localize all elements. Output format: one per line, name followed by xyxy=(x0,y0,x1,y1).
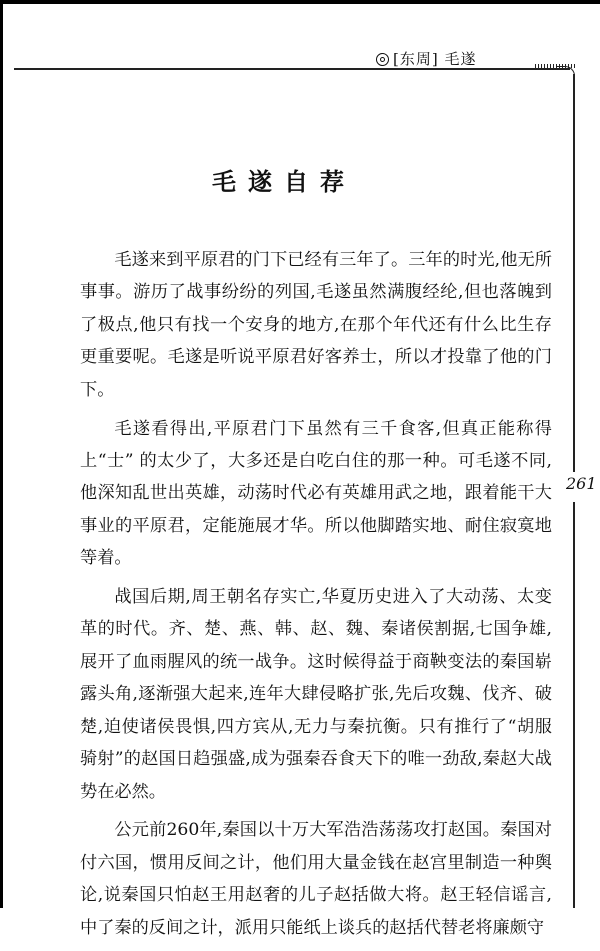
paragraph: 毛遂看得出,平原君门下虽然有三千食客,但真正能称得上“士” 的太少了，大多还是白吃白住的那一种。可毛遂不同,他深知乱世出英雄，动荡时代必有英雄用武之地，跟着能干大事业的平原君，定能施展才华。所以他脚踏实地、耐住寂寞地等着。 xyxy=(80,418,552,569)
header-rule xyxy=(14,68,570,70)
side-rule-lower xyxy=(573,502,575,908)
side-rule-upper xyxy=(573,74,575,472)
circle-ornament-icon xyxy=(376,53,389,66)
running-header-text xyxy=(376,48,476,69)
paragraph: 战国后期,周王朝名存实亡,华夏历史进入了大动荡、太变革的时代。齐、楚、燕、韩、赵、魏、秦诸侯割据,七国争雄,展开了血雨腥风的统一战争。这时候得益于商鞅变法的秦国崭露头角,逐渐强大起来,连年大肆侵略扩张,先后攻魏、伐齐、破楚,迫使诸侯畏惧,四方宾从,无力与秦抗衡。只有推行了“胡服骑射”的赵国日趋强盛,成为强秦吞食天下的唯一劲敌,秦赵大战势在必然。 xyxy=(80,587,552,802)
page-number: 261 xyxy=(566,474,597,493)
chapter-title: 毛遂自荐 xyxy=(212,167,356,196)
paragraph: 毛遂来到平原君的门下已经有三年了。三年的时光,他无所事事。游历了战事纷纷的列国,毛遂虽然满腹经纶,但也落魄到了极点,他只有找一个安身的地方,在那个年代还有什么比生存更重要呢。毛遂是听说平原君好客养士，所以才投靠了他的门下。 xyxy=(80,250,552,400)
page-top-border xyxy=(0,0,600,4)
body-text xyxy=(80,244,552,951)
running-header-label: [东周] 毛遂 xyxy=(393,50,477,68)
page-left-border xyxy=(0,0,3,908)
paragraph: 公元前260年,秦国以十万大军浩浩荡荡攻打赵国。秦国对付六国，惯用反间之计，他们用大量金钱在赵宫里制造一种舆论,说秦国只怕赵王用赵奢的儿子赵括做大将。赵王轻信谣言,中了秦的反间之计，派用只能纸上谈兵的赵括代替老将廉颇守 xyxy=(80,820,552,938)
